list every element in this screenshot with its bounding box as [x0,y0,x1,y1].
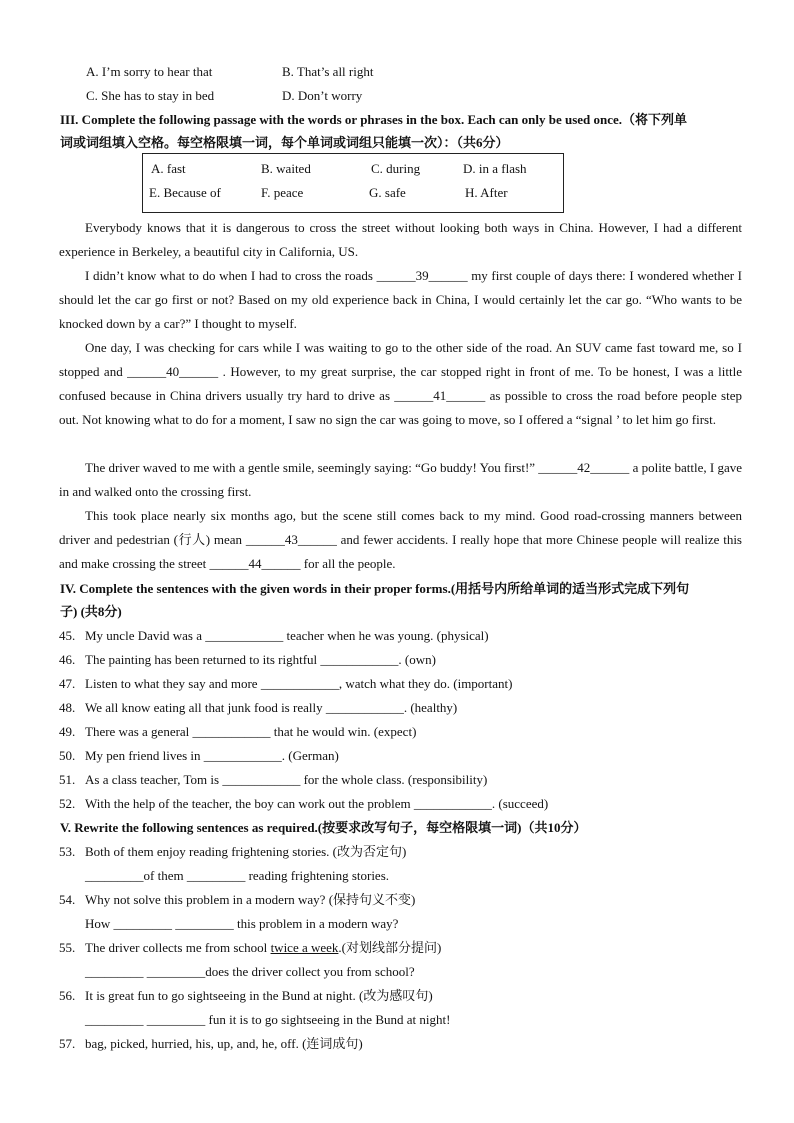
question-53: 53. Both of them enjoy reading frightening stories. (改为否定句) [59,844,407,859]
passage-paragraph-5: This took place nearly six months ago, but the scene still comes back to my mind. Good road-crossing manners between driver and pedestrian (行人) mean ______43______ and fewer accidents. I really hope that more Chinese people will realize this and make crossing the street ______44______ for all the people. [59,508,742,571]
question-54: 54. Why not solve this problem in a modern way? (保持句义不变) [59,892,416,907]
question-47: 47. Listen to what they say and more ____________, watch what they do. (important) [59,676,513,691]
question-51: 51. As a class teacher, Tom is ____________ for the whole class. (responsibility) [59,772,488,787]
word-box-item: H. After [465,185,508,200]
question-48: 48. We all know eating all that junk food is really ____________. (healthy) [59,700,458,715]
question-55: 55. The driver collects me from school twice a week.(对划线部分提问) [59,940,442,955]
word-box [142,153,564,213]
section-5-heading: V. Rewrite the following sentences as required.(按要求改写句子，每空格限填一词)（共10分） [60,820,587,835]
passage-paragraph-2: I didn’t know what to do when I had to cross the roads ______39______ my first couple of days there: I wondered whether I should let the car go first or not? Based on my old experience back in China, I would certainly let the car go. “Who wants to be knocked down by a car?” I thought to myself. [59,268,742,331]
word-box-item: E. Because of [149,185,221,200]
answer-options-row-1 [86,60,486,84]
question-45: 45. My uncle David was a ____________ teacher when he was young. (physical) [59,628,489,643]
option-b: B. That’s all right [282,64,374,79]
section-4-heading-line-1: IV. Complete the sentences with the given words in their proper forms.(用括号内所给单词的适当形式完成下列句 [60,581,690,596]
question-57: 57. bag, picked, hurried, his, up, and, he, off. (连词成句) [59,1036,363,1051]
option-c: C. She has to stay in bed [86,88,215,103]
word-box-item: C. during [371,161,421,176]
word-box-item: F. peace [261,185,304,200]
question-56-answer-line: _________ _________ fun it is to go sightseeing in the Bund at night! [85,1012,451,1027]
word-box-item: A. fast [151,161,186,176]
question-54-answer-line: How _________ _________ this problem in a modern way? [85,916,399,931]
underlined-phrase: twice a week [270,940,339,955]
question-46: 46. The painting has been returned to its rightful ____________. (own) [59,652,436,667]
question-53-answer-line: _________of them _________ reading frightening stories. [85,868,390,883]
word-box-item: B. waited [261,161,311,176]
answer-options-row-2 [86,84,486,108]
question-49: 49. There was a general ____________ that he would win. (expect) [59,724,417,739]
word-box-item: D. in a flash [463,161,527,176]
option-a: A. I’m sorry to hear that [86,64,213,79]
section-4-heading-line-2: 子) (共8分) [60,604,122,619]
option-d: D. Don’t worry [282,88,363,103]
question-55-answer-line: _________ _________does the driver collect you from school? [85,964,415,979]
question-50: 50. My pen friend lives in ____________. (German) [59,748,339,763]
section-3-heading-line-2: 词或词组填入空格。每空格限填一词，每个单词或词组只能填一次）：（共6分） [60,135,509,150]
passage-paragraph-4: The driver waved to me with a gentle smile, seemingly saying: “Go buddy! You first!” ______42______ a polite battle, I gave in and walked onto the crossing first. [59,460,742,499]
passage-paragraph-1: Everybody knows that it is dangerous to cross the street without looking both ways in China. However, I had a different experience in Berkeley, a beautiful city in California, US. [59,220,742,259]
question-56: 56. It is great fun to go sightseeing in the Bund at night. (改为感叹句) [59,988,433,1003]
word-box-item: G. safe [369,185,406,200]
passage-paragraph-3: One day, I was checking for cars while I was waiting to go to the other side of the road. An SUV came fast toward me, so I stopped and ______40______ . However, to my great surprise, the car stopped right in front of me. To be honest, I was a little confused because in China drivers usually try hard to drive as ______41______ as possible to cross the road before people step out. Not knowing what to do for a moment, I saw no sign the car was going to move, so I offered a “signal ’ to let him go first. [59,340,742,427]
question-52: 52. With the help of the teacher, the boy can work out the problem ____________. (succeed) [59,796,549,811]
section-3-heading-line-1: III. Complete the following passage with the words or phrases in the box. Each can only be used once.（将下列单 [60,112,688,127]
